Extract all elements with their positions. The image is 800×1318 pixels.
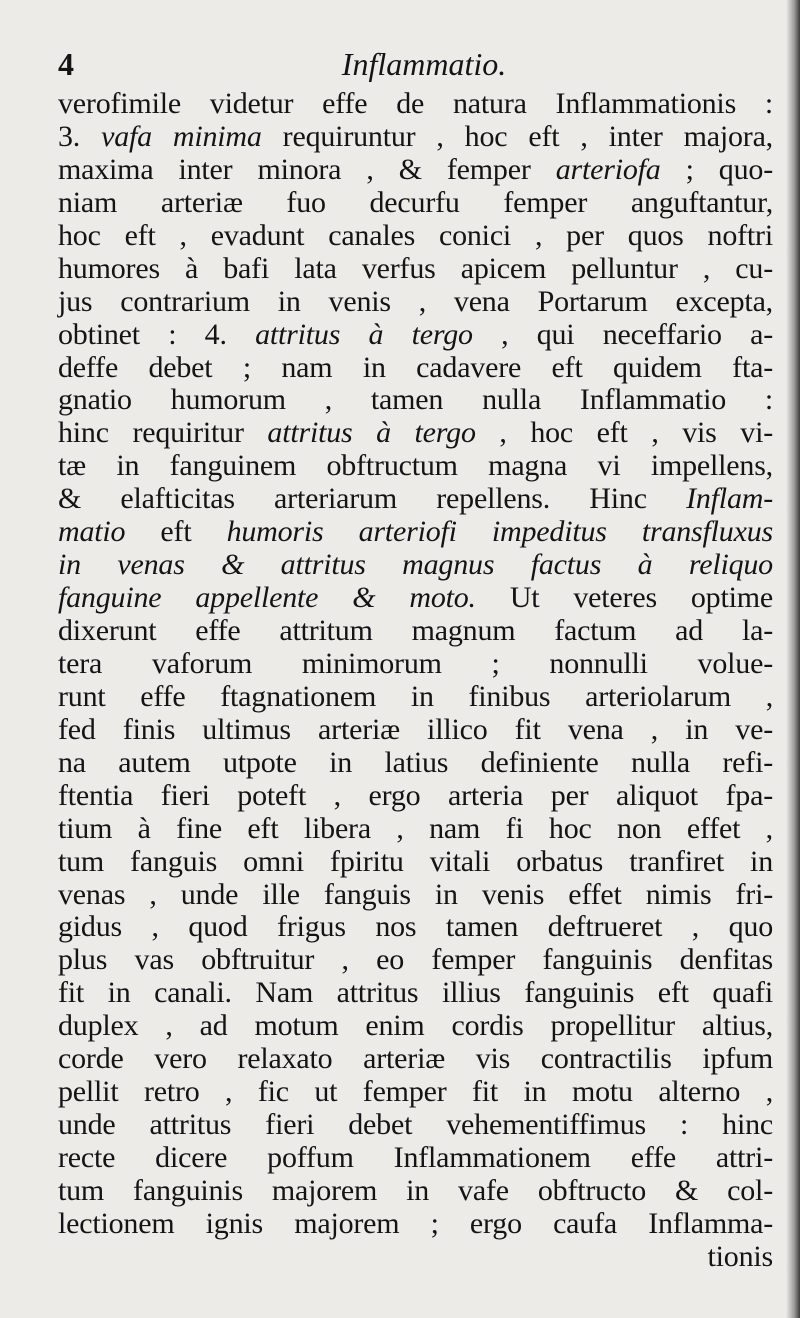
text-segment: lectionem ignis majorem ; ergo caufa Inflamma- <box>58 1206 773 1240</box>
text-line <box>58 549 773 582</box>
text-line <box>58 187 773 220</box>
page-header <box>58 44 770 84</box>
text-segment: gidus , quod frigus nos tamen deftrueret , quo <box>58 910 773 944</box>
text-line <box>58 977 773 1010</box>
text-segment: 3. <box>58 119 102 153</box>
text-segment: hinc requiritur <box>58 416 268 450</box>
italic-text: attritus à tergo <box>255 317 473 351</box>
text-segment: unde attritus fieri debet vehementiffimus : hinc <box>58 1108 773 1142</box>
text-line <box>58 1043 773 1076</box>
text-segment: , hoc eft , vis vi- <box>475 416 774 450</box>
text-segment: na autem utpote in latius definiente nulla refi- <box>58 745 773 779</box>
text-line <box>58 88 773 121</box>
text-line <box>58 714 773 747</box>
text-line <box>58 1109 773 1142</box>
text-line <box>58 681 773 714</box>
text-line <box>58 319 773 352</box>
text-line <box>58 253 773 286</box>
text-line <box>58 582 773 615</box>
text-segment: runt effe ftagnationem in finibus arteriolarum , <box>58 679 773 713</box>
text-line <box>58 352 773 385</box>
text-line <box>58 944 773 977</box>
text-segment: eft <box>125 515 227 549</box>
text-segment: pellit retro , fic ut femper fit in motu alterno , <box>58 1075 773 1109</box>
text-segment: fit in canali. Nam attritus illius fanguinis eft quafi <box>58 976 773 1010</box>
text-segment: jus contrarium in venis , vena Portarum excepta, <box>58 284 773 318</box>
italic-text: Inflam- <box>686 482 773 516</box>
italic-text: matio <box>58 515 126 549</box>
text-segment: tum fanguinis majorem in vafe obftructo & col- <box>58 1173 773 1207</box>
text-segment: humores à bafi lata verfus apicem pelluntur , cu- <box>58 251 773 285</box>
text-line <box>58 747 773 780</box>
text-segment: obtinet : 4. <box>58 317 256 351</box>
text-line <box>58 384 773 417</box>
text-line <box>58 1208 773 1241</box>
text-segment: ; quo- <box>660 152 773 186</box>
text-line <box>58 516 773 549</box>
text-line <box>58 813 773 846</box>
text-line <box>58 154 773 187</box>
text-segment: verofimile videtur effe de natura Inflammationis : <box>58 87 773 120</box>
text-line <box>58 450 773 483</box>
text-line <box>58 846 773 879</box>
page-number: 4 <box>58 46 74 82</box>
text-segment: tæ in fanguinem obftructum magna vi impellens, <box>58 449 773 483</box>
text-segment: ftentia fieri poteft , ergo arteria per aliquot fpa- <box>58 778 773 812</box>
text-segment: dixerunt effe attritum magnum factum ad la- <box>58 614 773 647</box>
italic-text: in venas & attritus magnus factus à reliquo <box>58 548 773 582</box>
text-segment: Ut veteres optime <box>475 581 774 615</box>
italic-text: attritus à tergo <box>267 416 476 450</box>
text-segment: plus vas obftruitur , eo femper fanguinis denfitas <box>58 943 773 977</box>
text-segment: duplex , ad motum enim cordis propellitur altius, <box>58 1009 773 1043</box>
text-line <box>58 911 773 944</box>
body-text <box>58 88 773 1274</box>
text-segment: hoc eft , evadunt canales conici , per quos noftri <box>58 218 773 252</box>
text-line <box>58 1241 773 1274</box>
text-line <box>58 121 773 154</box>
text-segment: fed finis ultimus arteriæ illico fit vena , in ve- <box>58 712 773 746</box>
text-segment: gnatio humorum , tamen nulla Inflammatio : <box>58 383 773 417</box>
text-segment: niam arteriæ fuo decurfu femper anguftantur, <box>58 185 773 219</box>
page-edge-shadow <box>786 0 800 1318</box>
text-segment: tionis <box>707 1239 773 1273</box>
text-segment: deffe debet ; nam in cadavere eft quidem fta- <box>58 350 773 384</box>
text-line <box>58 648 773 681</box>
text-line <box>58 879 773 912</box>
text-segment: corde vero relaxato arteriæ vis contractilis ipfum <box>58 1042 773 1076</box>
italic-text: fanguine appellente & moto. <box>58 581 476 615</box>
text-line <box>58 286 773 319</box>
text-segment: tium à fine eft libera , nam fi hoc non effet , <box>58 811 773 845</box>
text-line <box>58 483 773 516</box>
italic-text: arteriofa <box>555 152 661 186</box>
text-line <box>58 1076 773 1109</box>
text-line <box>58 615 773 648</box>
text-segment: recte dicere poffum Inflammationem effe attri- <box>58 1141 773 1174</box>
text-line <box>58 1010 773 1043</box>
text-line <box>58 417 773 450</box>
italic-text: vafa minima <box>101 119 262 153</box>
text-line <box>58 780 773 813</box>
text-segment: requiruntur , hoc eft , inter majora, <box>261 119 773 153</box>
text-segment: maxima inter minora , & femper <box>58 152 556 186</box>
text-segment: tum fanguis omni fpiritu vitali orbatus tranfiret in <box>58 844 773 878</box>
text-segment: , qui neceffario a- <box>472 317 773 351</box>
text-segment: tera vaforum minimorum ; nonnulli volue- <box>58 646 773 680</box>
text-line <box>58 220 773 253</box>
text-line <box>58 1175 773 1208</box>
text-line <box>58 1142 773 1175</box>
italic-text: humoris arteriofi impeditus transfluxus <box>226 515 773 549</box>
text-segment: venas , unde ille fanguis in venis effet nimis fri- <box>58 877 773 911</box>
text-segment: & elafticitas arteriarum repellens. Hinc <box>58 482 687 516</box>
running-head: Inflammatio. <box>341 46 507 82</box>
